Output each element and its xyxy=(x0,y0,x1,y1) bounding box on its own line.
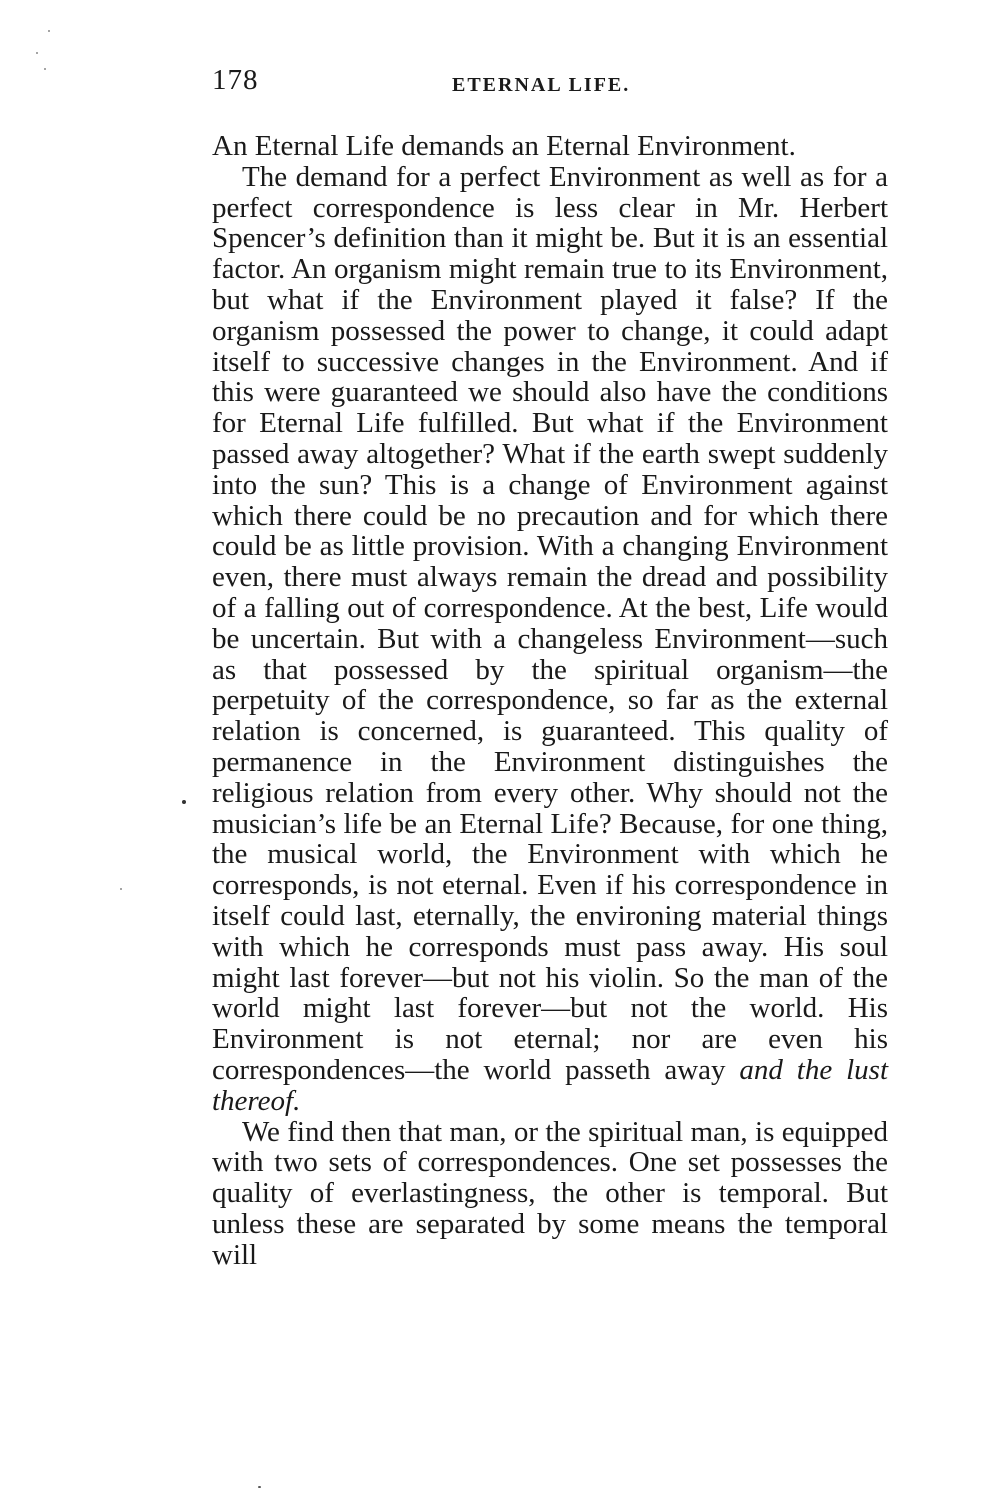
scan-speck xyxy=(36,52,38,54)
body-text xyxy=(212,131,888,1270)
paragraph-2 xyxy=(212,162,888,1117)
paragraph-2-italic: and the lust thereof. xyxy=(212,1053,889,1117)
scan-speck xyxy=(44,68,46,70)
scan-speck xyxy=(258,1486,261,1488)
running-title: ETERNAL LIFE. xyxy=(452,74,631,96)
page-number: 178 xyxy=(212,64,259,96)
paragraph-1: An Eternal Life demands an Eternal Environment. xyxy=(212,130,796,162)
running-head xyxy=(212,64,892,104)
scan-speck xyxy=(48,30,50,32)
paragraph-3: We find then that man, or the spiritual man, is equipped with two sets of correspondences. One set possesses the quality of everlastingness, the other is temporal. But unless these are separated by some means the temporal will xyxy=(212,1115,888,1271)
scan-speck xyxy=(182,800,186,804)
scan-speck xyxy=(120,888,122,890)
paragraph-2-text: The demand for a perfect Environment as well as for a perfect correspondence is less clear in Mr. Herbert Spencer’s definition than it might be. But it is an essential factor. An organism might remain true to its Environment, but what if the Environment played it false? If the organism possessed the power to change, it could adapt itself to successive changes in the Environment. And if this were guaranteed we should also have the conditions for Eternal Life fulfilled. But what if the Environment passed away altogether? What if the earth swept suddenly into the sun? This is a change of Environment against which there could be no precaution and for which there could be as little provision. With a changing Environment even, there must always remain the dread and possibility of a falling out of correspondence. At the best, Life would be uncertain. But with a changeless Environment—such as that possessed by the spiritual organism—the perpetuity of the correspondence, so far as the external relation is concerned, is guaranteed. This quality of permanence in the Environment distinguishes the religious relation from every other. Why should not the musician’s life be an Eternal Life? Because, for one thing, the musical world, the Environment with which he corresponds, is not eternal. Even if his correspondence in itself could last, eternally, the environing material things with which he corresponds must pass away. His soul might last forever—but not his violin. So the man of the world might last forever—but not the world. His Environment is not eternal; nor are even his correspondences—the world passeth away xyxy=(212,160,888,1086)
